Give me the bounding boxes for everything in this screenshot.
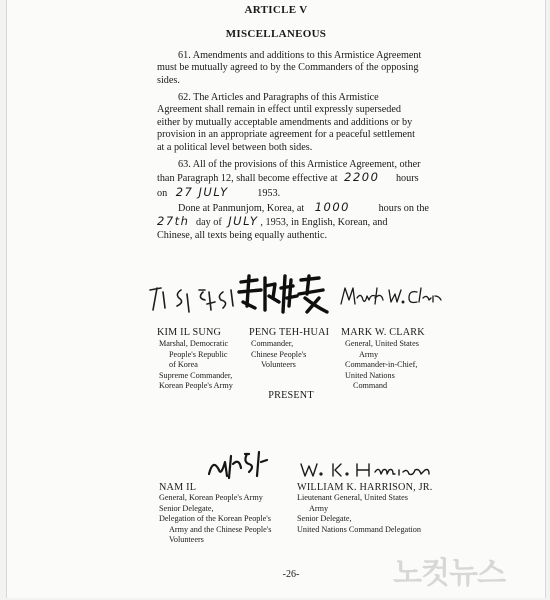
text: Done at Panmunjom, Korea, at bbox=[178, 203, 305, 214]
paragraph-62-line: either by mutually acceptable amendments and additions or by bbox=[157, 116, 413, 128]
paragraph-62-line: provision in an appropriate agreement for a peaceful settlement bbox=[157, 129, 415, 141]
done-line bbox=[157, 215, 433, 229]
title-line: United Nations Command Delegation bbox=[297, 524, 421, 534]
signatory-name-mark-w-clark: MARK W. CLARK bbox=[341, 327, 425, 338]
mark-w-clark-signature bbox=[339, 284, 443, 310]
delegate-title-william-k-harrison bbox=[297, 493, 421, 535]
watermark-logo: 노컷뉴스 bbox=[393, 556, 505, 591]
text: day of bbox=[195, 217, 222, 229]
document-page bbox=[6, 0, 546, 598]
title-line: People's Republic bbox=[169, 349, 228, 359]
paragraph-62-line: Agreement shall remain in effect until expressly superseded bbox=[157, 104, 401, 116]
paragraph-62 bbox=[157, 92, 433, 154]
title-line: of Korea bbox=[169, 360, 198, 370]
title-line: United Nations bbox=[345, 370, 395, 380]
handwritten-month: JULY bbox=[228, 214, 259, 229]
william-k-harrison-signature bbox=[299, 460, 449, 478]
text: hours bbox=[395, 173, 419, 185]
signatory-title-peng-teh-huai bbox=[251, 339, 306, 371]
signatory-name-peng-teh-huai: PENG TEH-HUAI bbox=[249, 327, 330, 338]
paragraph-62-line: 62. The Articles and Paragraphs of this Armistice bbox=[178, 92, 379, 103]
present-label: PRESENT bbox=[268, 390, 314, 401]
signatory-title-mark-w-clark bbox=[345, 339, 419, 392]
title-line: General, United States bbox=[345, 339, 419, 348]
title-line: Korean People's Army bbox=[159, 381, 233, 391]
title-line: Marshal, Democratic bbox=[159, 339, 229, 348]
title-line: Senior Delegate, bbox=[297, 514, 352, 524]
title-line: Army bbox=[309, 503, 329, 513]
title-line: Commander-in-Chief, bbox=[345, 360, 418, 370]
text: than Paragraph 12, shall become effective at bbox=[157, 173, 338, 185]
paragraph-61-line: 61. Amendments and additions to this Armistice Agreement bbox=[178, 50, 422, 61]
title-line: Command bbox=[353, 381, 388, 391]
page-number: -26- bbox=[282, 569, 300, 580]
paragraph-61 bbox=[157, 50, 433, 87]
paragraph-63-line bbox=[157, 186, 433, 200]
title-line: Army and the Chinese People's bbox=[169, 524, 272, 534]
title-line: Chinese People's bbox=[251, 349, 307, 359]
text: , 1953, in English, Korean, and bbox=[260, 217, 388, 229]
done-line: Chinese, all texts being equally authentic. bbox=[157, 229, 328, 241]
signatory-name-kim-il-sung: KIM IL SUNG bbox=[157, 327, 222, 338]
done-at-paragraph bbox=[157, 201, 433, 242]
title-line: Army bbox=[359, 349, 379, 359]
paragraph-61-line: sides. bbox=[157, 74, 180, 86]
kim-il-sung-signature bbox=[147, 282, 239, 316]
title-line: Delegation of the Korean People's bbox=[159, 514, 271, 524]
signatory-title-kim-il-sung bbox=[159, 339, 233, 392]
done-line bbox=[157, 201, 433, 215]
section-title: MISCELLANEOUS bbox=[225, 28, 327, 40]
title-line: Supreme Commander, bbox=[159, 370, 233, 380]
paragraph-63 bbox=[157, 159, 433, 200]
article-title: ARTICLE V bbox=[244, 4, 308, 16]
peng-teh-huai-signature bbox=[235, 272, 335, 316]
text: on bbox=[157, 187, 168, 199]
title-line: Lieutenant General, United States bbox=[297, 493, 408, 502]
title-line: Commander, bbox=[251, 339, 294, 348]
paragraph-63-line bbox=[157, 171, 433, 185]
text: hours on the bbox=[378, 203, 429, 214]
title-line: General, Korean People's Army bbox=[159, 493, 263, 502]
paragraph-62-line: at a political level between both sides. bbox=[157, 141, 313, 153]
delegate-title-nam-il bbox=[159, 493, 271, 546]
handwritten-day: 27th bbox=[157, 214, 190, 229]
title-line: Senior Delegate, bbox=[159, 503, 214, 513]
handwritten-date: 27 JULY bbox=[175, 184, 229, 199]
handwritten-time: 1000 bbox=[314, 200, 351, 214]
delegate-name-william-k-harrison: WILLIAM K. HARRISON, JR. bbox=[297, 482, 433, 493]
delegate-name-nam-il: NAM IL bbox=[159, 482, 197, 493]
nam-il-signature bbox=[205, 448, 275, 482]
title-line: Volunteers bbox=[261, 360, 296, 370]
paragraph-63-line: 63. All of the provisions of this Armistice Agreement, other bbox=[178, 159, 421, 170]
text: 1953. bbox=[257, 187, 281, 199]
handwritten-time: 2200 bbox=[344, 170, 380, 185]
paragraph-61-line: must be mutually agreed to by the Commanders of the opposing bbox=[157, 62, 419, 74]
title-line: Volunteers bbox=[169, 535, 204, 545]
